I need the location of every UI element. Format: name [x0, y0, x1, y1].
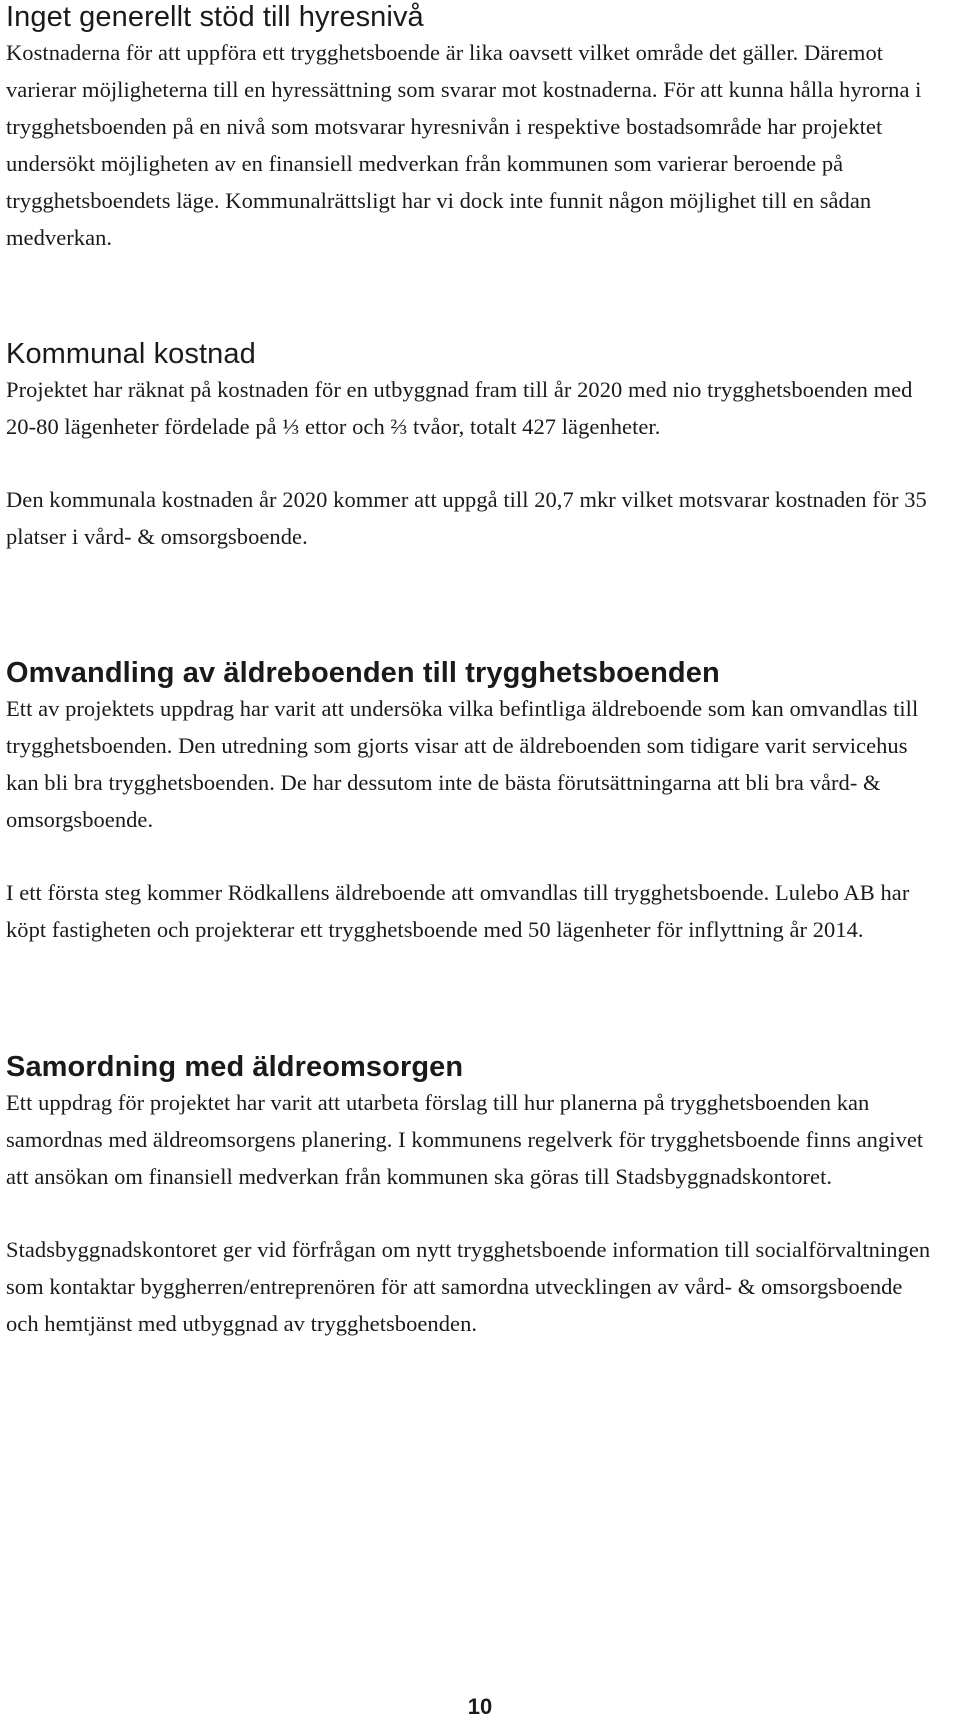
section-heading: Inget generellt stöd till hyresnivå [6, 1, 424, 33]
section-kommunal-kostnad [6, 337, 940, 555]
section-hyresniva [6, 0, 940, 256]
body-paragraph: Kostnaderna för att uppföra ett trygghetsboende är lika oavsett vilket område det gäller. Däremot varierar möjligheterna till en hyressättning som svarar mot kostnaderna. För att kunna hålla hyrorna i trygghetsboenden på en nivå som motsvarar hyresnivån i respektive bostadsområde har projektet undersökt möjligheten av en finansiell medverkan från kommunen som varierar beroende på trygghetsboendets läge. Kommunalrättsligt har vi dock inte funnit någon möjlighet till en sådan medverkan. [6, 40, 922, 250]
body-paragraph: Den kommunala kostnaden år 2020 kommer att uppgå till 20,7 mkr vilket motsvarar kostnaden för 35 platser i vård- & omsorgsboende. [6, 487, 927, 549]
section-omvandling [6, 656, 940, 948]
body-paragraph: Ett av projektets uppdrag har varit att undersöka vilka befintliga äldreboende som kan omvandlas till trygghetsboenden. Den utredning som gjorts visar att de äldreboenden som tidigare varit servicehus kan bli bra trygghetsboenden. De har dessutom inte de bästa förutsättningarna att bli bra vård- & omsorgsboende. [6, 696, 919, 832]
body-paragraph: I ett första steg kommer Rödkallens äldreboende att omvandlas till trygghetsboende. Lulebo AB har köpt fastigheten och projekterar ett trygghetsboende med 50 lägenheter för inflyttning år 2014. [6, 880, 910, 942]
body-paragraph: Ett uppdrag för projektet har varit att utarbeta förslag till hur planerna på trygghetsboenden kan samordnas med äldreomsorgens planering. I kommunens regelverk för trygghetsboende finns angivet att ansökan om finansiell medverkan från kommunen ska göras till Stadsbyggnadskontoret. [6, 1090, 924, 1189]
section-heading: Kommunal kostnad [6, 338, 256, 370]
section-samordning [6, 1050, 940, 1342]
body-paragraph: Projektet har räknat på kostnaden för en utbyggnad fram till år 2020 med nio trygghetsboenden med 20-80 lägenheter fördelade på ⅓ ettor och ⅔ tvåor, totalt 427 lägenheter. [6, 377, 913, 439]
body-paragraph: Stadsbyggnadskontoret ger vid förfrågan om nytt trygghetsboende information till socialförvaltningen som kontaktar byggherren/entreprenören för att samordna utvecklingen av vård- & omsorgsboende och hemtjänst med utbyggnad av trygghetsboenden. [6, 1237, 931, 1336]
section-heading: Samordning med äldreomsorgen [6, 1051, 464, 1083]
section-heading: Omvandling av äldreboenden till trygghetsboenden [6, 657, 720, 689]
page-number: 10 [467, 1694, 493, 1719]
